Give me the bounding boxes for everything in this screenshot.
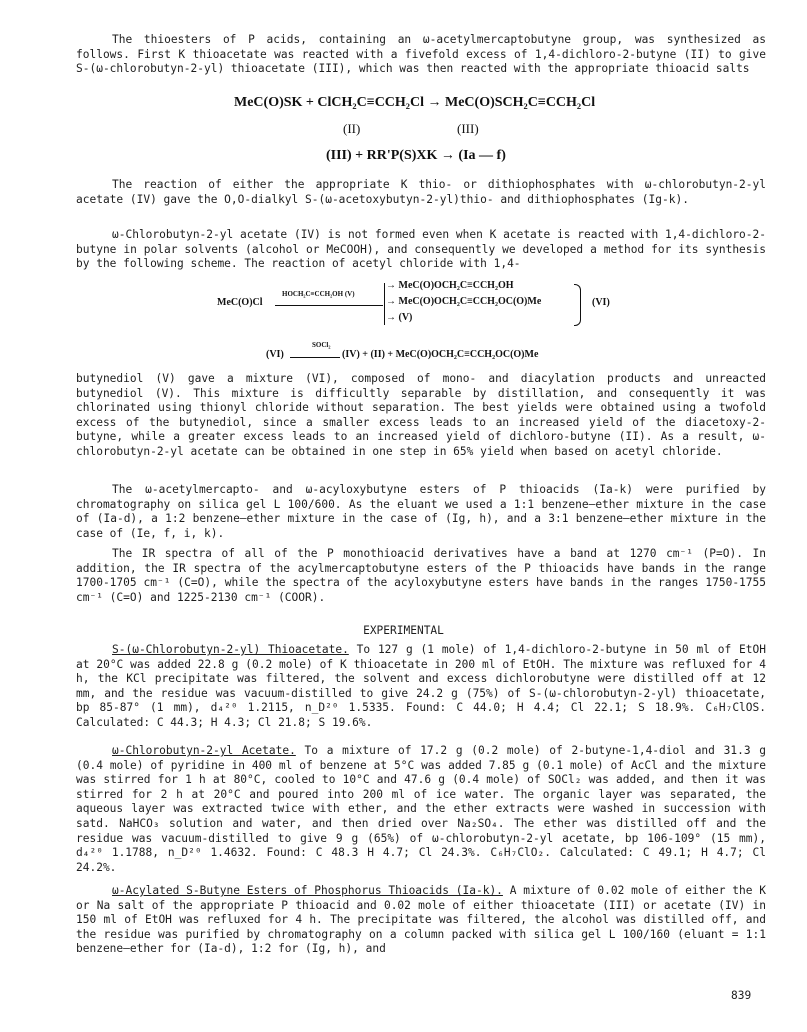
- experimental-thioacetate-title: S-(ω-Chlorobutyn-2-yl) Thioacetate.: [112, 643, 349, 656]
- equation-1-product: MeC(O)SCH₂C≡CCH₂Cl: [445, 95, 596, 110]
- experimental-acetate-text: To a mixture of 17.2 g (0.2 mole) of 2-butyne-1,4-diol and 31.3 g (0.4 mole) of pyridine in 400 ml of benzene at 5°C was added 7.85 g (0.1 mole) of AcCl and the mixture was stirred for 1 h at 80°C, cooled to 10°C and 47.6 g (0.4 mole) of SOCl₂ was added, and then it was stirred for 2 h at 20°C and poured into 200 ml of ice water. The organic layer was separated, the aqueous layer was extracted twice with ether, and the ether extracts were washed in succession with satd. NaHCO₃ solution and water, and then dried over Na₂SO₄. The ether was distilled off and the residue was vacuum-distilled to give 9 g (65%) of ω-chlorobutyn-2-yl acetate, bp 106-109° (15 mm), d₄²⁰ 1.1788, n_D²⁰ 1.4632. Found: C 48.3 H 4.7; Cl 24.3%. C₆H₇ClO₂. Calculated: C 49.1; H 4.7; Cl 24.2%.: [76, 744, 766, 874]
- equation-3-left: (VI): [266, 349, 284, 360]
- scheme-reagent: HOCH₂C≡CCH₂OH (V): [282, 290, 355, 298]
- equation-3-right: (IV) + (II) + MeC(O)OCH₂C≡CCH₂OC(O)Me: [342, 349, 539, 360]
- arrow-icon: →: [386, 312, 399, 323]
- paragraph-purification-text: The ω-acetylmercapto- and ω-acyloxybutyne esters of P thioacids (Ia-k) were purified by chromatography on silica gel L 100/600. As the eluant we used a 1:1 benzene—ether mixture in the case of (Ia-d), a 1:2 benzene—ether mixture in the case of (Ig, h), and a 3:1 benzene—ether mixture in the case of (Ie, f, i, k).: [76, 483, 766, 540]
- paragraph-mixture: [76, 372, 766, 460]
- paragraph-ir-spectra-text: The IR spectra of all of the P monothioacid derivatives have a band at 1270 cm⁻¹ (P=O). In addition, the IR spectra of the acylmercaptobutyne esters of the P thioacids have bands in the range 1700-1705 cm⁻¹ (C=O), while the spectra of the acyloxybutyne esters have bands in the ranges 1750-1755 cm⁻¹ (C=O) and 1225-2130 cm⁻¹ (COOR).: [76, 547, 766, 604]
- paragraph-purification: [76, 483, 766, 541]
- scheme-branch-line: [384, 283, 385, 325]
- scheme-product-2: → MeC(O)OCH₂C≡CCH₂OC(O)Me: [386, 296, 542, 307]
- experimental-thioacetate: [76, 643, 766, 731]
- equation-1-reactants: MeC(O)SK + ClCH₂C≡CCH₂Cl: [234, 95, 424, 110]
- equation-1-label-right: (III): [457, 121, 479, 136]
- equation-3-arrow: [290, 357, 340, 358]
- equation-2: (III) + RR'P(S)XK → (Ia — f): [326, 148, 506, 163]
- scheme-arrow-line: [275, 305, 383, 306]
- experimental-esters: [76, 884, 766, 957]
- equation-3-reagent: SOCl₂: [312, 341, 331, 349]
- equation-1: [234, 95, 595, 111]
- paragraph-method: [76, 228, 766, 272]
- paragraph-reaction: [76, 178, 766, 207]
- experimental-acetate-title: ω-Chlorobutyn-2-yl Acetate.: [112, 744, 296, 757]
- paragraph-intro-text: The thioesters of P acids, containing an ω-acetylmercaptobutyne group, was synthesized as follows. First K thioacetate was reacted with a fivefold excess of 1,4-dichloro-2-butyne (II) to give S-(ω-chlorobutyn-2-yl) thioacetate (III), which was then reacted with the appropriate thioacid salts: [76, 33, 766, 76]
- page-number: 839: [731, 989, 752, 1002]
- section-heading: EXPERIMENTAL: [363, 624, 444, 637]
- reaction-arrow-icon: →: [427, 95, 445, 110]
- scheme-product-1: → MeC(O)OCH₂C≡CCH₂OH: [386, 280, 514, 291]
- equation-1-label-left: (II): [343, 121, 361, 136]
- paragraph-method-text: ω-Chlorobutyn-2-yl acetate (IV) is not formed even when K acetate is reacted with 1,4-dichloro-2-butyne in polar solvents (alcohol or MeCOOH), and consequently we developed a method for its synthesis by the following scheme. The reaction of acetyl chloride with 1,4-: [76, 228, 766, 271]
- experimental-acetate: [76, 744, 766, 875]
- scheme-brace: [574, 284, 581, 326]
- scheme-product-3: → (V): [386, 312, 413, 323]
- paragraph-reaction-text: The reaction of either the appropriate K thio- or dithiophosphates with ω-chlorobutyn-2-yl acetate (IV) gave the O,O-dialkyl S-(ω-acetoxybutyn-2-yl)thio- and dithiophosphates (Ig-k).: [76, 178, 766, 206]
- experimental-esters-title: ω-Acylated S-Butyne Esters of Phosphorus Thioacids (Ia-k).: [112, 884, 503, 897]
- experimental-esters-text: A mixture of 0.02 mole of either the K or Na salt of the appropriate P thioacid and 0.02 mole of either thioacetate (III) or acetate (IV) in 150 ml of EtOH was refluxed for 4 h. The precipitate was filtered, the alcohol was distilled off, and the residue was purified by chromatography on a column packed with silica gel L 100/160 (eluant = 1:1 benzene—ether for (Ia-d), 1:2 for (Ig, h), and: [76, 884, 766, 956]
- paragraph-ir-spectra: [76, 547, 766, 605]
- paragraph-mixture-text: butynediol (V) gave a mixture (VI), composed of mono- and diacylation products and unreacted butynediol (V). This mixture is difficultly separable by distillation, and consequently it was chlorinated using thionyl chloride without separation. The best yields were obtained using a twofold excess of the butynediol, since a smaller excess leads to an increased yield of the diacetoxy-2-butyne, while a greater excess leads to an increased yield of dichloro-butyne (II). As a result, ω-chlorobutyn-2-yl acetate can be obtained in one step in 65% yield when based on acetyl chloride.: [76, 372, 766, 458]
- paragraph-intro: [76, 33, 766, 77]
- experimental-thioacetate-text: To 127 g (1 mole) of 1,4-dichloro-2-butyne in 50 ml of EtOH at 20°C was added 22.8 g (0.2 mole) of K thioacetate in 200 ml of EtOH. The mixture was refluxed for 4 h, the KCl precipitate was filtered, the solvent and excess dichlorobutyne were distilled off at 12 mm, and the residue was vacuum-distilled to give 24.2 g (75%) of S-(ω-chlorobutyn-2-yl) thioacetate, bp 85-87° (1 mm), d₄²⁰ 1.2115, n_D²⁰ 1.5335. Found: C 44.0; H 4.4; Cl 22.1; S 18.9%. C₆H₇ClOS. Calculated: C 44.3; H 4.3; Cl 21.8; S 19.6%.: [76, 643, 766, 729]
- arrow-icon: →: [386, 296, 399, 307]
- scheme-mixture-label: (VI): [592, 297, 610, 308]
- scheme-reactant: MeC(O)Cl: [217, 297, 263, 308]
- arrow-icon: →: [386, 280, 399, 291]
